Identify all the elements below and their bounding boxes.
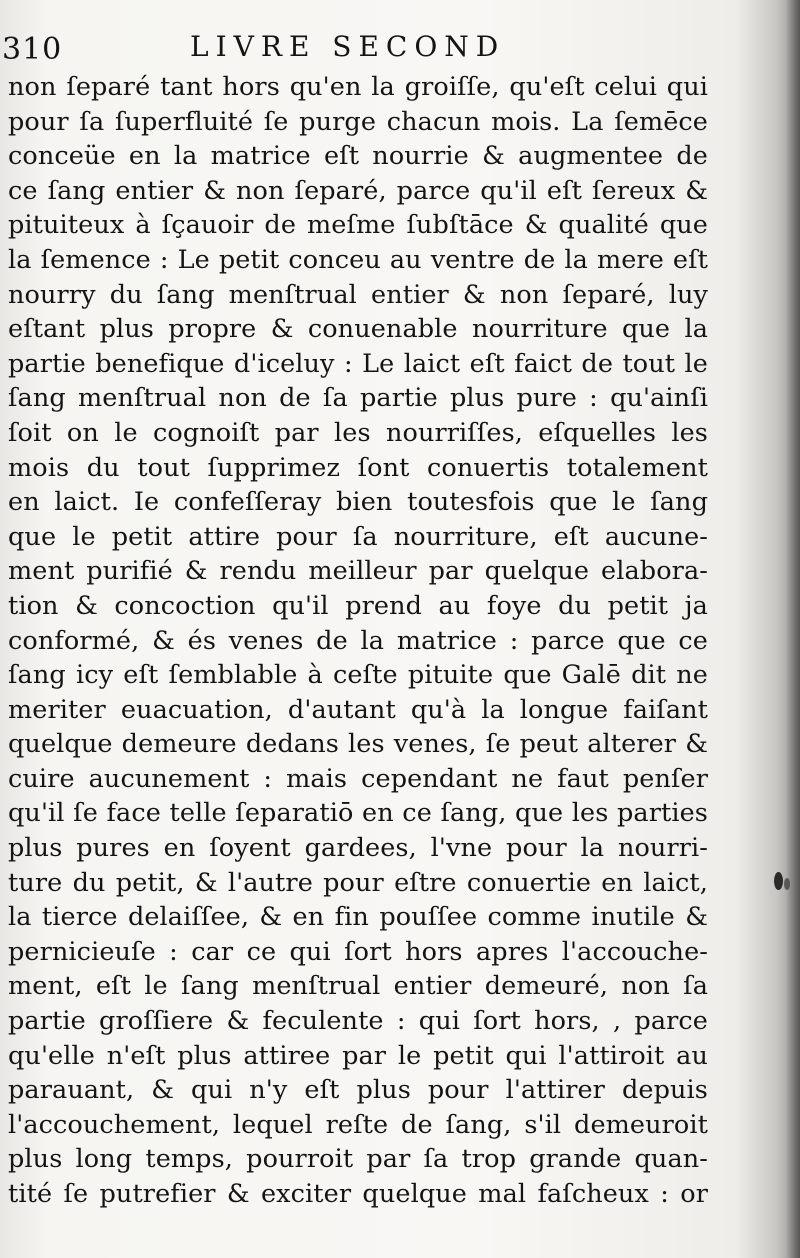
page-header (0, 26, 800, 66)
text-line: mois du tout ſupprimez ſont conuertis totalement (8, 452, 708, 483)
text-line: qu'elle n'eſt plus attiree par le petit qui l'attiroit au (8, 1040, 708, 1071)
text-line: en laict. Ie confeſſeray bien toutesfois que le ſang (8, 487, 708, 518)
text-line: conformé, & és venes de la matrice : parce que ce (8, 625, 708, 656)
text-line: ſang menſtrual non de ſa partie plus pure : qu'ainſi (8, 383, 708, 414)
text-line: ce ſang entier & non ſeparé, parce qu'il eſt ſereux & (8, 175, 708, 206)
text-line: plus pures en ſoyent gardees, l'vne pour la nourri- (8, 833, 708, 864)
text-line: pituiteux à ſçauoir de meſme ſubſtāce & qualité que (8, 210, 708, 241)
text-line: cuire aucunement : mais cependant ne faut penſer (8, 763, 708, 794)
text-line: tité ſe putrefier & exciter quelque mal faſcheux : or (8, 1179, 708, 1209)
text-line: non ſeparé tant hors qu'en la groiſſe, qu'eſt celui qui (8, 72, 708, 102)
text-line: l'accouchement, lequel reſte de ſang, s'il demeuroit (8, 1109, 708, 1140)
text-line: partie groſſiere & feculente : qui ſort hors, , parce (8, 1006, 708, 1037)
text-line: eſtant plus propre & conuenable nourriture que la (8, 314, 708, 345)
page-gutter-shadow (786, 0, 800, 1258)
text-line: partie benefique d'iceluy : Le laict eſt faict de tout le (8, 348, 708, 379)
text-line: plus long temps, pourroit par ſa trop grande quan- (8, 1144, 708, 1175)
running-title: LIVRE SECOND (190, 30, 506, 63)
binding-hole-mark (774, 872, 783, 890)
text-line: ture du petit, & l'autre pour eſtre conuertie en laict, (8, 867, 708, 898)
text-line: ment purifié & rendu meilleur par quelque elabora- (8, 556, 708, 587)
text-line: la tierce delaiſſee, & en fin pouſſee comme inutile & (8, 902, 708, 933)
text-line: conceüe en la matrice eſt nourrie & augmentee de (8, 141, 708, 172)
text-line: nourry du ſang menſtrual entier & non ſeparé, luy (8, 279, 708, 310)
text-line: la ſemence : Le petit conceu au ventre de la mere eſt (8, 244, 708, 275)
body-text (8, 70, 708, 1212)
text-line: ſang icy eſt ſemblable à ceſte pituite que Galē dit ne (8, 660, 708, 691)
text-line: ment, eſt le ſang menſtrual entier demeuré, non ſa (8, 971, 708, 1002)
text-line: qu'il ſe face telle ſeparatiō en ce ſang, que les parties (8, 798, 708, 829)
text-line: que le petit attire pour ſa nourriture, eſt aucune- (8, 521, 708, 552)
text-line: ſoit on le cognoiſt par les nourriſſes, eſquelles les (8, 417, 708, 448)
text-line: quelque demeure dedans les venes, ſe peut alterer & (8, 729, 708, 760)
text-line: meriter euacuation, d'autant qu'à la longue faiſant (8, 694, 708, 725)
text-line: pernicieuſe : car ce qui ſort hors apres l'accouche- (8, 936, 708, 967)
text-line: tion & concoction qu'il prend au foye du petit ja (8, 590, 708, 621)
text-line: parauant, & qui n'y eſt plus pour l'attirer depuis (8, 1075, 708, 1106)
page-number: 310 (2, 32, 63, 67)
text-line: pour ſa ſuperfluité ſe purge chacun mois. La ſemēce (8, 106, 708, 137)
